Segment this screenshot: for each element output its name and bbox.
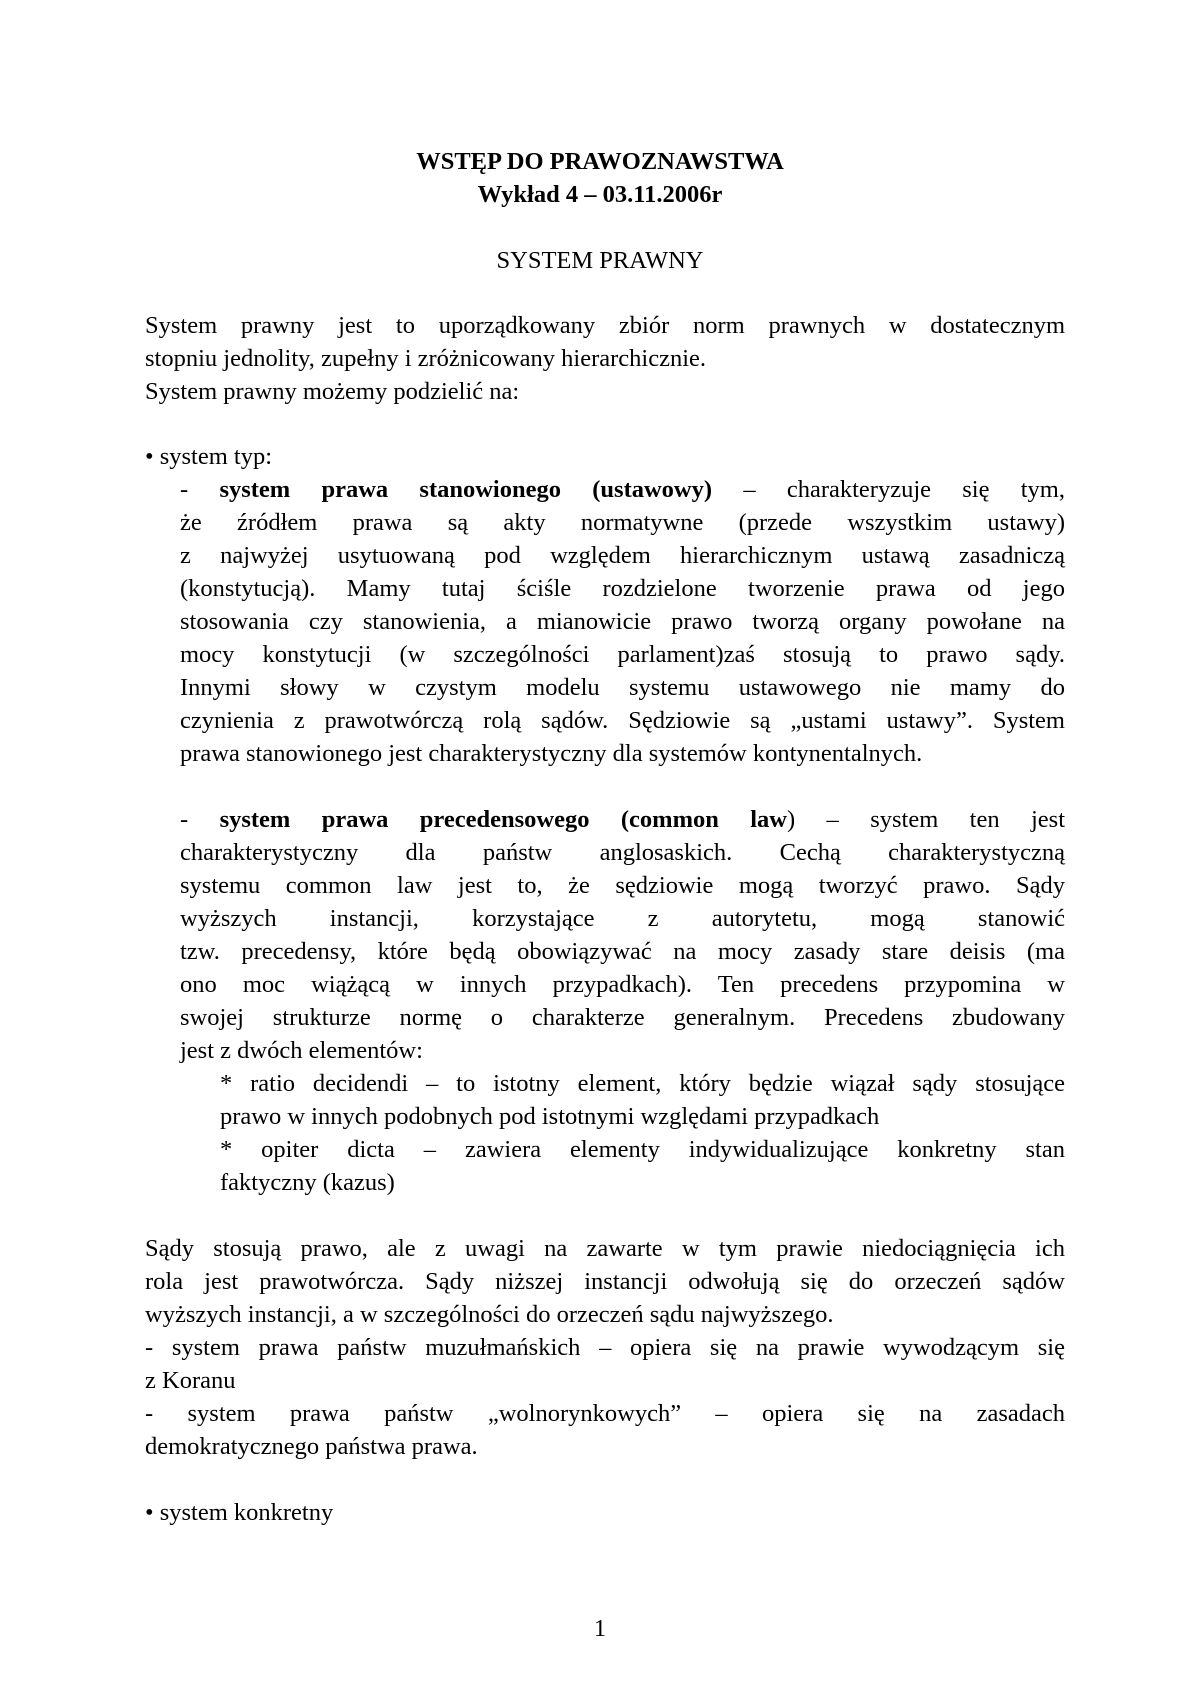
opiter-dicta-line-1: * opiter dicta – zawiera elementy indywidualizujące konkretny stan	[220, 1136, 1065, 1163]
courts-line-2: rola jest prawotwórcza. Sądy niższej instancji odwołują się do orzeczeń sądów	[145, 1268, 1065, 1295]
opiter-dicta-line-2: faktyczny (kazus)	[220, 1169, 395, 1196]
intro-line-2: stopniu jednolity, zupełny i zróżnicowany hierarchicznie.	[145, 345, 707, 372]
term-common-law: (common law	[620, 806, 787, 833]
precedens-line-4: wyższych instancji, korzystające z autorytetu, mogą stanowić	[180, 905, 1065, 932]
courts-line-1: Sądy stosują prawo, ale z uwagi na zawarte w tym prawie niedociągnięcia ich	[145, 1235, 1065, 1262]
ratio-decidendi-line-2: prawo w innych podobnych pod istotnymi względami przypadkach	[220, 1103, 880, 1130]
dash-prefix: -	[180, 476, 220, 503]
dash-prefix: -	[180, 806, 220, 833]
courts-line-5: z Koranu	[145, 1367, 236, 1394]
stanowione-line-9: prawa stanowionego jest charakterystyczny dla systemów kontynentalnych.	[180, 740, 923, 767]
precedens-line-2: charakterystyczny dla państw anglosaskich. Cechą charakterystyczną	[180, 839, 1065, 866]
document-title: WSTĘP DO PRAWOZNAWSTWA	[416, 148, 784, 175]
intro-line-3: System prawny możemy podzielić na:	[145, 378, 520, 405]
section-title: SYSTEM PRAWNY	[496, 247, 704, 274]
stanowione-line-1-rest: – charakteryzuje się tym,	[712, 476, 1065, 503]
stanowione-line-7: Innymi słowy w czystym modelu systemu ustawowego nie mamy do	[180, 674, 1065, 701]
precedens-line-1	[180, 808, 1065, 836]
bullet-system-konkretny: • system konkretny	[145, 1499, 334, 1526]
ratio-decidendi-line-1: * ratio decidendi – to istotny element, który będzie wiązał sądy stosujące	[220, 1070, 1065, 1097]
stanowione-line-1	[180, 478, 1065, 506]
courts-line-4: - system prawa państw muzułmańskich – opiera się na prawie wywodzącym się	[145, 1334, 1065, 1361]
precedens-line-6: ono moc wiążącą w innych przypadkach). Ten precedens przypomina w	[180, 971, 1065, 998]
term-precedensowe: system prawa precedensowego	[219, 806, 590, 833]
courts-line-7: demokratycznego państwa prawa.	[145, 1433, 478, 1460]
precedens-line-1-rest: ) – system ten jest	[787, 806, 1065, 833]
stanowione-line-3: z najwyżej usytuowaną pod względem hierarchicznym ustawą zasadniczą	[180, 542, 1065, 569]
stanowione-line-2: że źródłem prawa są akty normatywne (przede wszystkim ustawy)	[180, 509, 1065, 536]
stanowione-line-8: czynienia z prawotwórczą rolą sądów. Sędziowie są „ustami ustawy”. System	[180, 707, 1065, 734]
bullet-system-typ: • system typ:	[145, 443, 272, 470]
lecture-subtitle: Wykład 4 – 03.11.2006r	[477, 181, 723, 208]
courts-line-6: - system prawa państw „wolnorynkowych” – opiera się na zasadach	[145, 1400, 1065, 1427]
precedens-line-8: jest z dwóch elementów:	[180, 1037, 423, 1064]
stanowione-line-4: (konstytucją). Mamy tutaj ściśle rozdzielone tworzenie prawa od jego	[180, 575, 1065, 602]
stanowione-line-5: stosowania czy stanowienia, a mianowicie prawo tworzą organy powołane na	[180, 608, 1065, 635]
courts-line-3: wyższych instancji, a w szczególności do orzeczeń sądu najwyższego.	[145, 1301, 834, 1328]
precedens-line-7: swojej strukturze normę o charakterze generalnym. Precedens zbudowany	[180, 1004, 1065, 1031]
term-stanowione: system prawa stanowionego	[219, 476, 561, 503]
stanowione-line-6: mocy konstytucji (w szczególności parlament)zaś stosują to prawo sądy.	[180, 641, 1065, 668]
precedens-line-5: tzw. precedensy, które będą obowiązywać na mocy zasady stare deisis (ma	[180, 938, 1065, 965]
intro-line-1: System prawny jest to uporządkowany zbiór norm prawnych w dostatecznym	[145, 312, 1065, 339]
page-number: 1	[593, 1615, 607, 1642]
precedens-line-3: systemu common law jest to, że sędziowie mogą tworzyć prawo. Sądy	[180, 872, 1065, 899]
term-ustawowy: (ustawowy)	[592, 476, 713, 503]
